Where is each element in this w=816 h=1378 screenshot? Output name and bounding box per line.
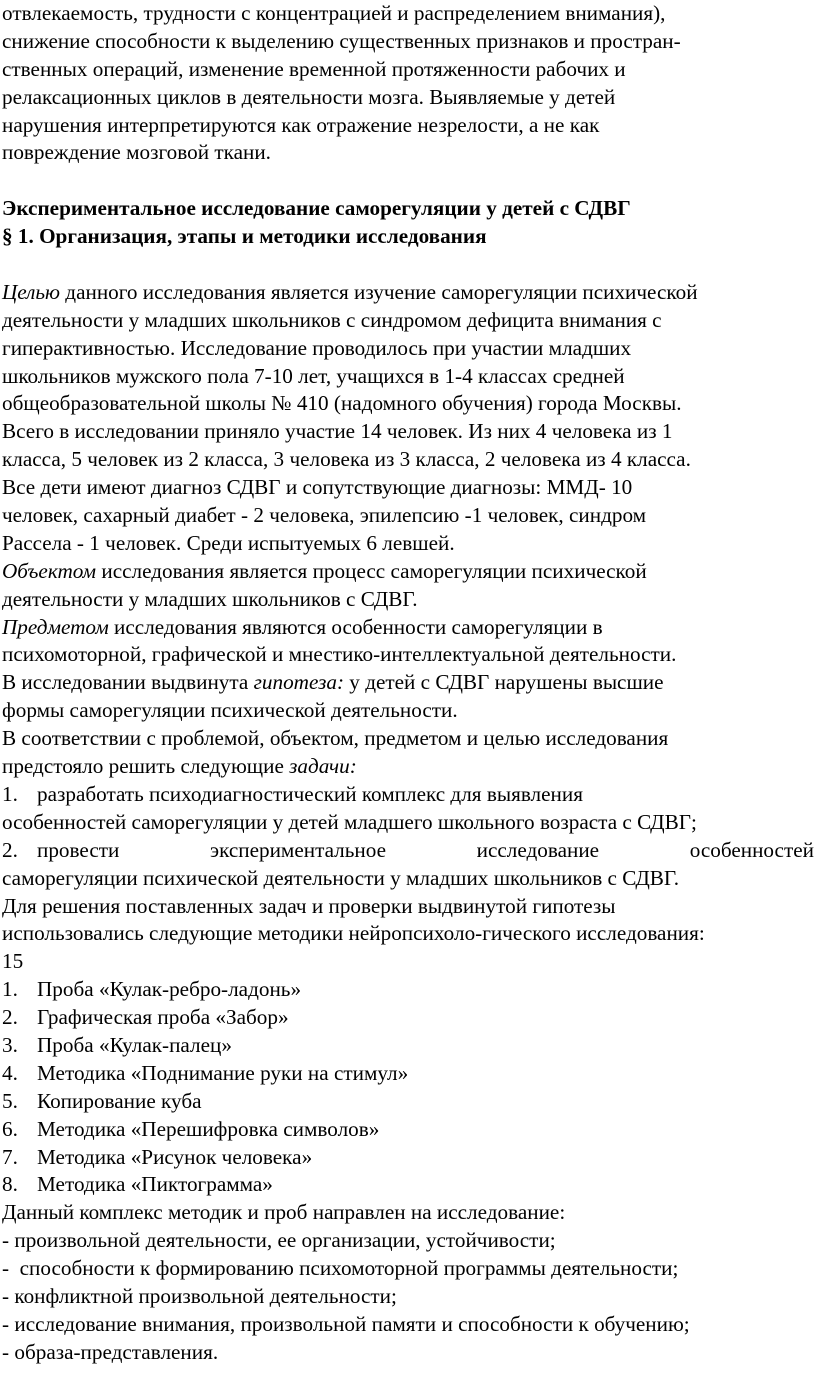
text-line: Рассела - 1 человек. Среди испытуемых 6 левшей. [2, 530, 455, 555]
task-item [2, 781, 814, 809]
method-item [2, 976, 814, 1004]
complex-item: - способности к формированию психомоторной программы деятельности; [2, 1256, 679, 1281]
text-fragment: исследования является процесс саморегуляции психической [96, 558, 647, 583]
page-number: 15 [2, 949, 24, 974]
method-item [2, 1032, 814, 1060]
method-item [2, 1088, 814, 1116]
method-item [2, 1060, 814, 1088]
method-number: 1. [2, 977, 18, 1002]
text-line: Данный комплекс методик и проб направлен на исследование: [2, 1200, 566, 1225]
text-line: использовались следующие методики нейропсихоло-гического исследования: [2, 921, 705, 946]
tasks-paragraph [2, 725, 814, 892]
task-word: экспериментальное [209, 837, 387, 862]
text-line: Все дети имеют диагноз СДВГ и сопутствующие диагнозы: ММД- 10 [2, 475, 633, 500]
section-heading [2, 195, 814, 251]
method-label: Методика «Пиктограмма» [37, 1172, 273, 1197]
method-label: Проба «Кулак-палец» [37, 1032, 232, 1057]
goal-term: Целью [2, 279, 60, 304]
task-item [2, 837, 814, 865]
text-line: гиперактивностью. Исследование проводилось при участии младших [2, 335, 632, 360]
text-line: снижение способности к выделению существенных признаков и простран- [2, 28, 681, 53]
object-paragraph [2, 558, 814, 614]
text-line: Для решения поставленных задач и проверки выдвинутой гипотезы [2, 893, 616, 918]
task-first-word [2, 837, 119, 865]
method-label: Копирование куба [37, 1088, 202, 1113]
text-fragment: исследования являются особенности саморегуляции в [108, 614, 603, 639]
task-number: 1. [2, 781, 18, 806]
methods-intro [2, 893, 814, 977]
text-line: школьников мужского пола 7-10 лет, учащихся в 1-4 классах средней [2, 363, 625, 388]
text-fragment: у детей с СДВГ нарушены высшие [344, 670, 664, 695]
text-line: В соответствии с проблемой, объектом, предметом и целью исследования [2, 726, 669, 751]
goal-paragraph [2, 279, 814, 558]
method-number: 2. [2, 1005, 18, 1030]
subject-term: Предметом [2, 614, 109, 639]
text-line [2, 669, 814, 697]
text-line: общеобразовательной школы № 410 (надомного обучения) города Москвы. [2, 391, 682, 416]
text-line [2, 614, 814, 642]
object-term: Объектом [2, 558, 97, 583]
method-number: 5. [2, 1088, 18, 1113]
text-line: человек, сахарный диабет - 2 человека, эпилепсию -1 человек, синдром [2, 503, 647, 528]
spacer [2, 251, 814, 279]
chapter-title: Экспериментальное исследование саморегуляции у детей с СДВГ [2, 196, 631, 221]
method-item [2, 1004, 814, 1032]
method-label: Методика «Перешифровка символов» [37, 1116, 380, 1141]
document-page [2, 0, 814, 1367]
methods-list [2, 976, 814, 1199]
method-label: Графическая проба «Забор» [37, 1005, 289, 1030]
method-number: 6. [2, 1116, 18, 1141]
task-word: особенностей [689, 837, 814, 862]
hypothesis-term: гипотеза: [253, 670, 344, 695]
task-text: разработать психодиагностический комплекс для выявления [37, 781, 583, 806]
text-fragment: В исследовании выдвинута [2, 670, 254, 695]
complex-item: - произвольной деятельности, ее организации, устойчивости; [2, 1228, 556, 1253]
text-line: особенностей саморегуляции у детей младшего школьного возраста с СДВГ; [2, 809, 697, 834]
complex-item: - образа-представления. [2, 1339, 219, 1364]
text-line: психомоторной, графической и мнестико-интеллектуальной деятельности. [2, 642, 677, 667]
text-line: деятельности у младших школьников с синдромом дефицита внимания с [2, 307, 662, 332]
text-line: саморегуляции психической деятельности у младших школьников с СДВГ. [2, 865, 680, 890]
text-line: релаксационных циклов в деятельности мозга. Выявляемые у детей [2, 84, 616, 109]
method-number: 4. [2, 1060, 18, 1085]
text-line: деятельности у младших школьников с СДВГ. [2, 586, 418, 611]
text-fragment: данного исследования является изучение саморегуляции психической [60, 279, 698, 304]
intro-paragraph [2, 0, 814, 167]
method-label: Проба «Кулак-ребро-ладонь» [37, 977, 302, 1002]
text-line: нарушения интерпретируются как отражение незрелости, а не как [2, 112, 600, 137]
method-number: 3. [2, 1032, 18, 1057]
hypothesis-paragraph [2, 669, 814, 725]
section-title: § 1. Организация, этапы и методики исследования [2, 224, 487, 249]
task-word: исследование [476, 837, 600, 862]
tasks-term: задачи: [289, 754, 357, 779]
text-line: формы саморегуляции психической деятельности. [2, 698, 458, 723]
method-number: 7. [2, 1144, 18, 1169]
text-line [2, 753, 814, 781]
method-item [2, 1116, 814, 1144]
text-line: Всего в исследовании приняло участие 14 человек. Из них 4 человека из 1 [2, 419, 673, 444]
text-fragment: предстояло решить следующие [2, 754, 290, 779]
text-line [2, 279, 814, 307]
complex-item: - исследование внимания, произвольной памяти и способности к обучению; [2, 1311, 690, 1336]
spacer [2, 167, 814, 195]
text-line: отвлекаемость, трудности с концентрацией и распределением внимания), [2, 1, 666, 25]
method-item [2, 1144, 814, 1172]
complex-paragraph [2, 1199, 814, 1366]
text-line [2, 558, 814, 586]
method-label: Методика «Рисунок человека» [37, 1144, 313, 1169]
task-number: 2. [2, 837, 18, 862]
text-line: ственных операций, изменение временной протяженности рабочих и [2, 56, 626, 81]
method-label: Методика «Поднимание руки на стимул» [37, 1060, 409, 1085]
method-number: 8. [2, 1172, 18, 1197]
complex-item: - конфликтной произвольной деятельности; [2, 1283, 397, 1308]
subject-paragraph [2, 614, 814, 670]
method-item [2, 1171, 814, 1199]
text-line: повреждение мозговой ткани. [2, 140, 271, 165]
text-line: класса, 5 человек из 2 класса, 3 человека из 3 класса, 2 человека из 4 класса. [2, 447, 691, 472]
task-word: провести [37, 837, 120, 862]
